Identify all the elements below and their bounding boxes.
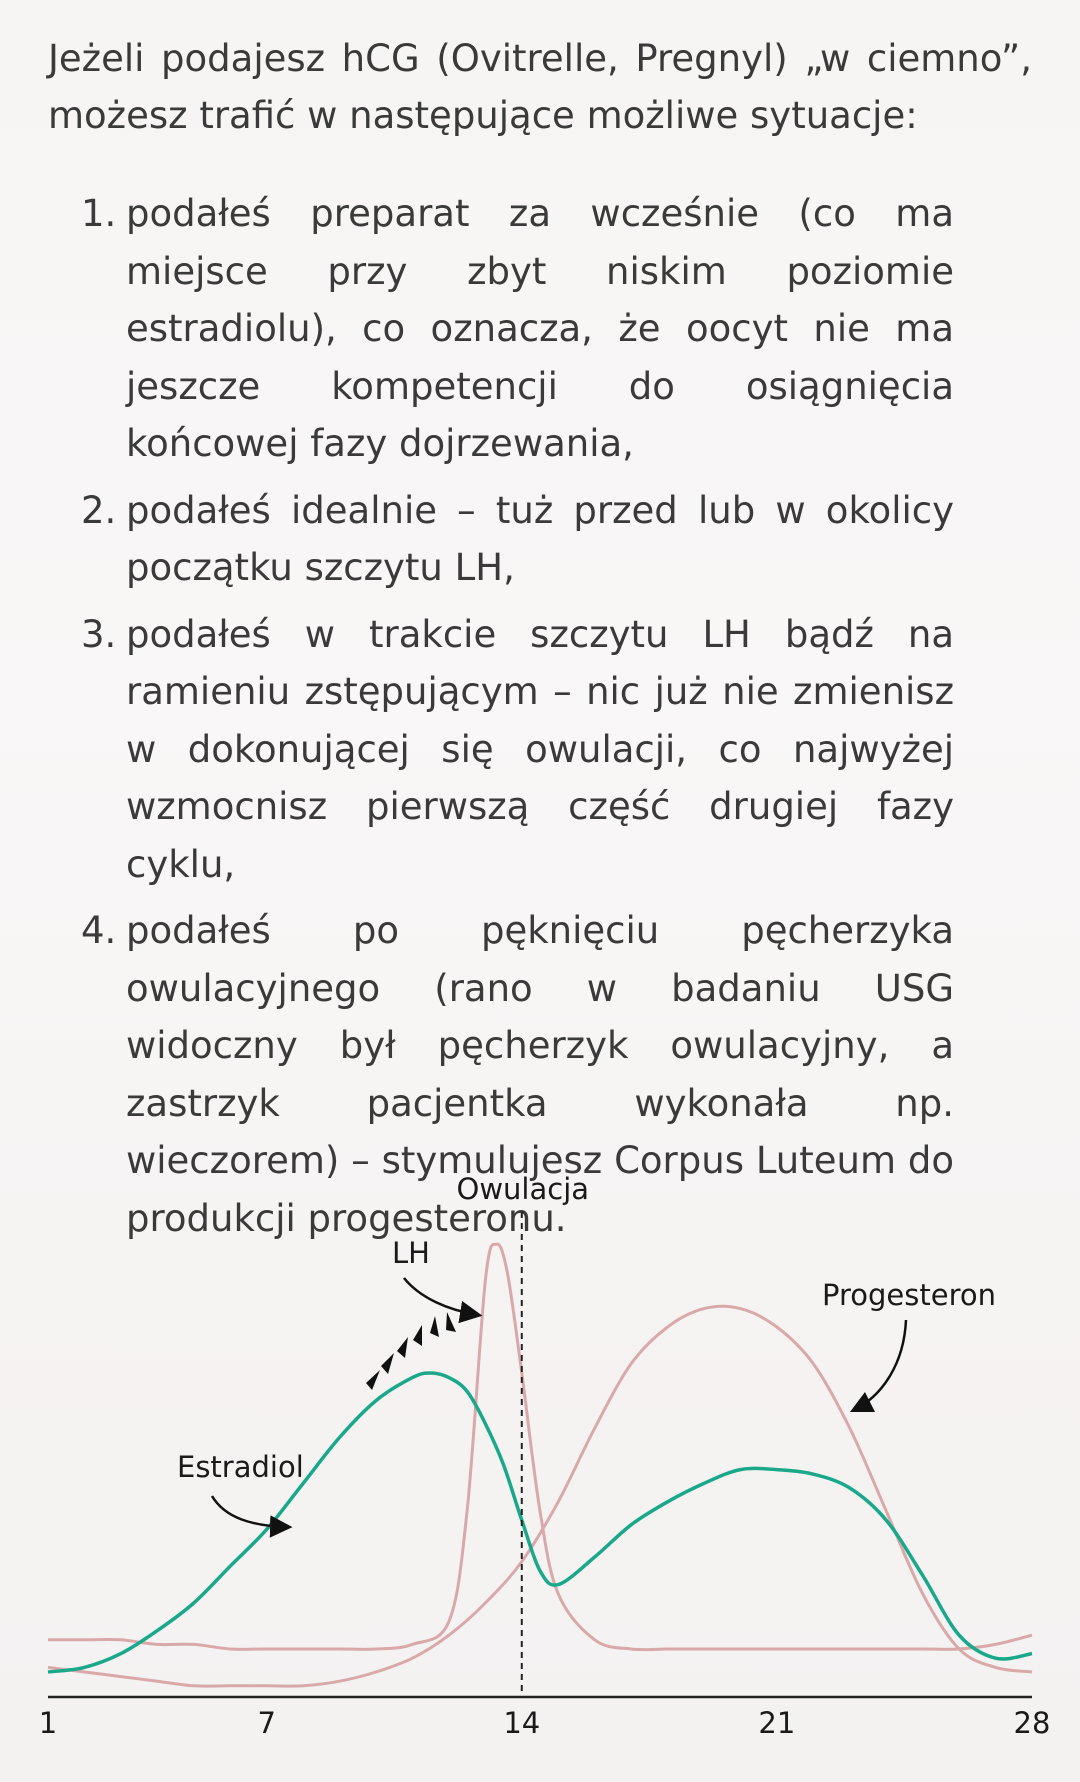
estradiol-arrow (212, 1496, 288, 1527)
x-tick-label: 7 (257, 1706, 276, 1740)
x-tick-label: 1 (38, 1706, 58, 1740)
arrowhead-icon (430, 1316, 439, 1337)
list-item (48, 185, 954, 473)
list-text: podałeś idealnie – tuż przed lub w okolicy początku szczytu LH, (126, 488, 954, 589)
situations-list (48, 185, 954, 1256)
list-item (48, 606, 954, 894)
list-number: 2. (81, 488, 117, 532)
x-tick-labels (39, 1706, 1051, 1740)
x-tick-label: 21 (758, 1706, 796, 1740)
x-tick-label: 14 (503, 1706, 541, 1740)
arrowhead-icon (446, 1312, 456, 1332)
list-text: podałeś w trakcie szczytu LH bądź na ramieniu zstępującym – nic już nie zmienisz w dokonującej się owulacji, co najwyżej wzmocnisz pierwszą część drugiej fazy cyklu, (126, 612, 954, 886)
list-number: 3. (81, 612, 117, 656)
ovulation-label: Owulacja (456, 1172, 590, 1206)
list-text: podałeś preparat za wcześnie (co ma miejsce przy zbyt niskim poziomie estradiolu), co oznacza, że oocyt nie ma jeszcze kompetencji do osiągnięcia końcowej fazy dojrzewania, (126, 192, 954, 465)
progesterone-arrow (854, 1320, 906, 1410)
intro-paragraph: Jeżeli podajesz hCG (Ovitrelle, Pregnyl) „w ciemno”, możesz trafić w następujące możliwe sytuacje: (48, 37, 1032, 137)
list-number: 1. (81, 192, 117, 235)
arrowhead-icon (381, 1353, 394, 1374)
arrowhead-icon (397, 1337, 408, 1358)
hormone-chart (0, 1150, 1080, 1782)
x-tick-label: 28 (1013, 1706, 1051, 1740)
progesterone-line (48, 1306, 1032, 1686)
lh-arrow (404, 1278, 478, 1315)
lh-label: LH (392, 1236, 430, 1270)
list-text: podałeś po pęknięciu pęcherzyka owulacyjnego (rano w badaniu USG widoczny był pęcherzyk owulacyjny, a zastrzyk pacjentka wykonała np. wieczorem) – stymulujesz Corpus Luteum do produkcji progesteronu. (126, 909, 954, 1240)
estradiol-label: Estradiol (177, 1450, 304, 1484)
list-item (48, 482, 954, 597)
progesterone-label: Progesteron (822, 1278, 996, 1312)
list-number: 4. (81, 909, 117, 952)
estradiol-line (48, 1373, 1032, 1672)
arrowhead-icon (413, 1325, 422, 1346)
arrowhead-icon (366, 1370, 380, 1390)
